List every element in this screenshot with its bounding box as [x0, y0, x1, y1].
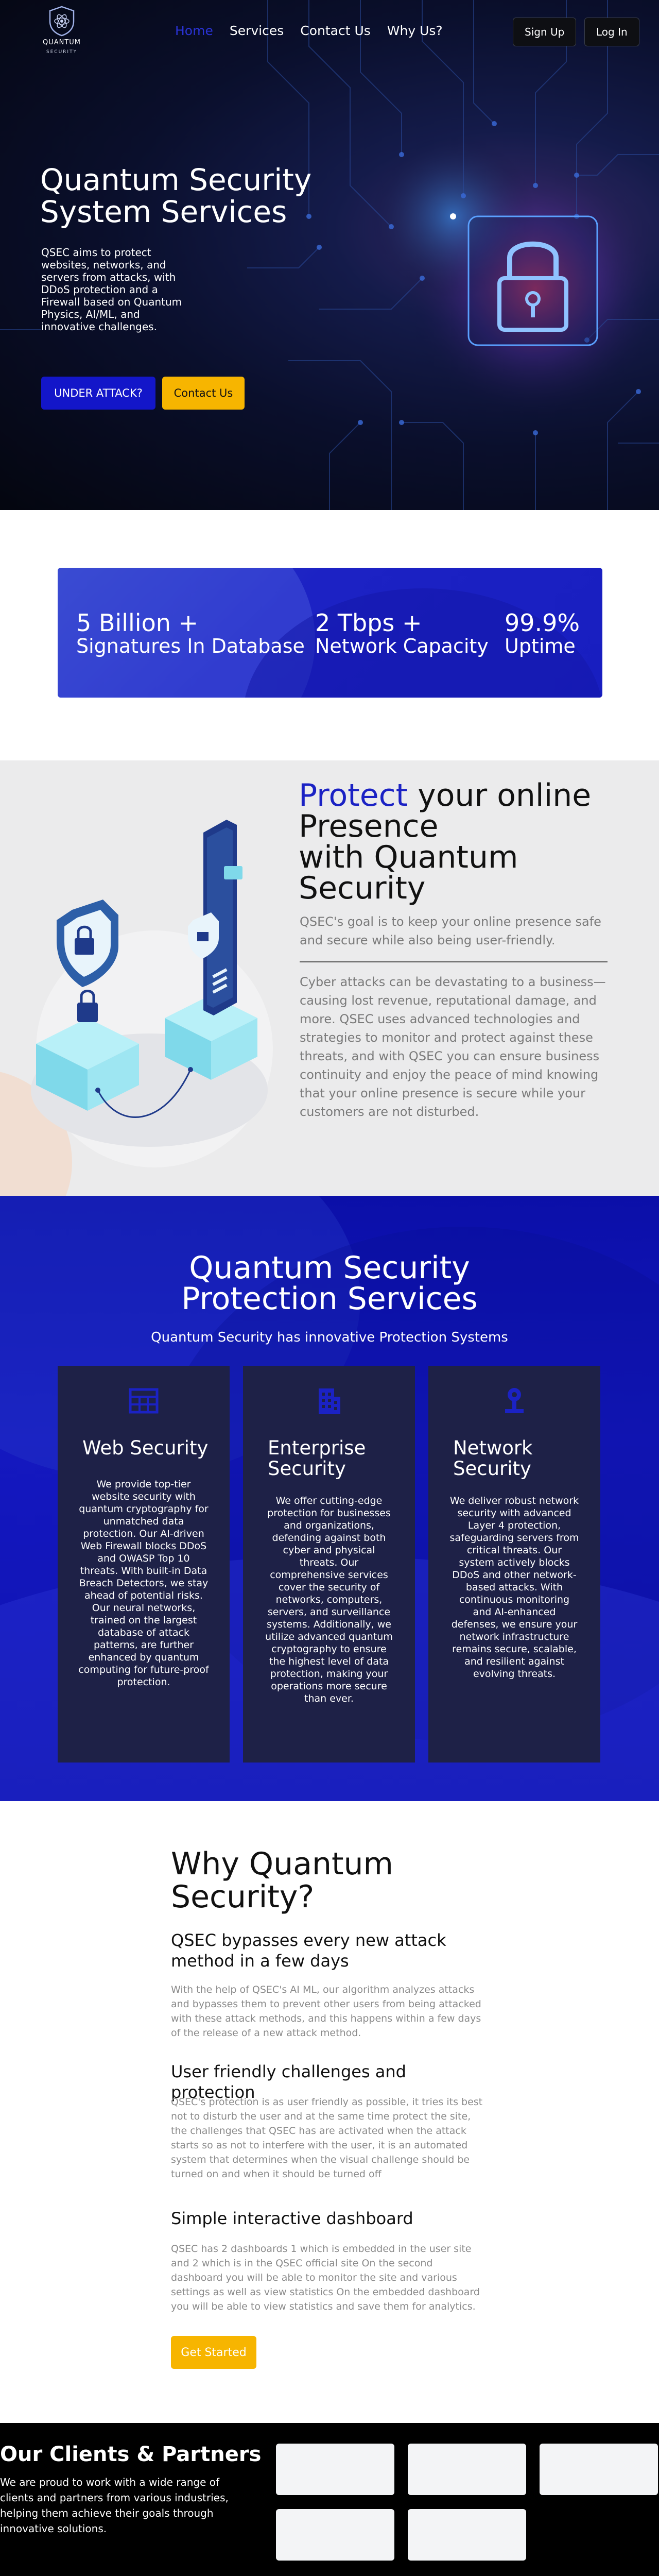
building-icon [314, 1385, 344, 1416]
sign-up-button[interactable]: Sign Up [513, 18, 576, 46]
protect-section [0, 760, 659, 1196]
nav-links [175, 23, 443, 38]
services-title-line2: Protection Services [181, 1281, 478, 1317]
padlock-graphic [450, 213, 597, 345]
nav-home[interactable]: Home [175, 23, 213, 38]
card-body: We deliver robust network security with advanced Layer 4 protection, safeguarding servers from critical threats. Our system actively blocks DDoS and other network-based attacks. With continuous monitoring and AI-enhanced defenses, we ensure your network infrastructure remains secure, scalable, and resilient against evolving threats. [449, 1495, 579, 1680]
stat-value: 99.9% [505, 609, 580, 637]
why-text-bypass: With the help of QSEC's AI ML, our algorithm analyzes attacks and bypasses them to prevent other users from being attacked with these attack methods, and this happens within a few days of the release of a new attack method. [171, 1984, 481, 2039]
card-title [268, 1438, 402, 1479]
card-title-line: Security [453, 1458, 531, 1480]
partner-logo[interactable] [276, 2444, 394, 2495]
isometric-security-illustration [0, 760, 288, 1196]
card-title-line: Enterprise [268, 1437, 366, 1459]
service-card-web [58, 1366, 230, 1762]
stat-value: 2 Tbps + [315, 609, 422, 637]
nav-services[interactable]: Services [229, 23, 284, 38]
hero-contact-button[interactable]: Contact Us [162, 377, 245, 410]
protect-title [299, 777, 628, 906]
hero-title-line2: System Services [40, 194, 287, 229]
stats-card [58, 568, 602, 698]
why-title-line2: Security? [171, 1879, 315, 1915]
stat-label: Uptime [505, 635, 576, 657]
card-title [82, 1438, 216, 1459]
protect-title-highlight: Protect [299, 777, 408, 814]
protect-title-part: Presence [299, 808, 439, 844]
hero-title [40, 164, 311, 228]
protect-title-part: your online [408, 777, 592, 814]
partner-logo[interactable] [408, 2444, 526, 2495]
clients-text: We are proud to work with a wide range of clients and partners from various industries, helping them achieve their goals through innovative solutions. [0, 2476, 229, 2535]
hero-section [0, 0, 659, 510]
divider [300, 961, 608, 962]
protect-body: Cyber attacks can be devastating to a business—causing lost revenue, reputational damage, and more. QSEC uses advanced technologies and strategies to monitor and protect against these threats, and with QSEC you can ensure business continuity and enjoy the peace of mind knowing that your online presence is secure while your customers are not disturbed. [300, 975, 606, 1119]
why-title-line1: Why Quantum [171, 1846, 393, 1882]
under-attack-button[interactable]: UNDER ATTACK? [41, 377, 155, 410]
logo-text: QUANTUM [42, 39, 81, 46]
get-started-button[interactable]: Get Started [171, 2336, 256, 2369]
why-heading-dashboard: Simple interactive dashboard [171, 2209, 413, 2228]
logo-subtext: SECURITY [46, 49, 78, 55]
network-icon [499, 1385, 530, 1416]
brand-logo[interactable] [36, 4, 88, 58]
clients-section [0, 2423, 659, 2576]
card-body: We provide top-tier website security with quantum cryptography for unmatched data protection. Our AI-driven Web Firewall blocks DDoS and OWASP Top 10 threats. With built-in Data Breach Detectors, we stay ahead of potential risks. Our neural networks, trained on the largest database of attack patterns, are further enhanced by quantum computing for future-proof protection. [78, 1479, 209, 1688]
stat-capacity [315, 610, 489, 656]
stat-uptime [505, 610, 580, 656]
hero-description: QSEC aims to protect websites, networks, and servers from attacks, with DDoS protection and a Firewall based on Quantum Physics, AI/ML, and innovative challenges. [41, 246, 182, 333]
nav-why-us[interactable]: Why Us? [387, 23, 443, 38]
shield-atom-icon [48, 6, 76, 37]
stat-label: Network Capacity [315, 635, 489, 657]
hero-title-line1: Quantum Security [40, 162, 312, 197]
clients-title: Our Clients & Partners [0, 2443, 262, 2466]
why-section [0, 1801, 659, 2423]
why-text-user-friendly: QSEC's protection is as user friendly as possible, it tries its best not to disturb the user and at the same time protect the site, the challenges that QSEC has are activated when the attack starts so as not to interfere with the user, it is an automated system that determines when the visual challenge should be turned on and when it should be turned off [171, 2096, 483, 2180]
service-card-enterprise [243, 1366, 415, 1762]
services-title-line1: Quantum Security [189, 1250, 470, 1286]
card-title [453, 1438, 587, 1479]
card-body: We offer cutting-edge protection for businesses and organizations, defending against both cyber and physical threats. Our comprehensive services cover the security of networks, computers, servers, and surveillance systems. Additionally, we utilize advanced quantum cryptography to ensure the highest level of data protection, making your operations more secure than ever. [265, 1495, 393, 1704]
services-title [0, 1250, 659, 1317]
why-text-dashboard: QSEC has 2 dashboards 1 which is embedded in the user site and 2 which is in the QSEC official site On the second dashboard you will be able to monitor the site and various settings as well as view statistics On the embedded dashboard you will be able to view statistics and save them for analytics. [171, 2243, 480, 2312]
protect-subtitle: QSEC's goal is to keep your online presence safe and secure while also being user-friendly. [300, 914, 601, 947]
partner-logo[interactable] [276, 2509, 394, 2561]
stat-label: Signatures In Database [76, 635, 305, 657]
card-title-line: Security [268, 1458, 346, 1480]
card-title-line: Network [453, 1437, 533, 1459]
web-grid-icon [128, 1385, 159, 1416]
partner-logo[interactable] [408, 2509, 526, 2561]
why-title [171, 1848, 490, 1913]
top-nav [0, 0, 659, 64]
why-heading-bypass: QSEC bypasses every new attack method in a few days [171, 1930, 446, 1971]
stat-value: 5 Billion + [76, 609, 199, 637]
nav-contact[interactable]: Contact Us [300, 23, 371, 38]
log-in-button[interactable]: Log In [584, 18, 639, 46]
services-section [0, 1196, 659, 1801]
protect-title-part: with Quantum [299, 839, 518, 875]
card-title-line: Web Security [82, 1437, 209, 1459]
protect-title-part: Security [299, 870, 426, 906]
service-card-network [428, 1366, 600, 1762]
why-heading-user-friendly: User friendly challenges and protection [171, 2062, 406, 2102]
services-subtitle: Quantum Security has innovative Protection Systems [151, 1330, 508, 1345]
stat-signatures [76, 610, 305, 656]
partner-logo[interactable] [540, 2444, 658, 2495]
stats-section [0, 510, 659, 760]
